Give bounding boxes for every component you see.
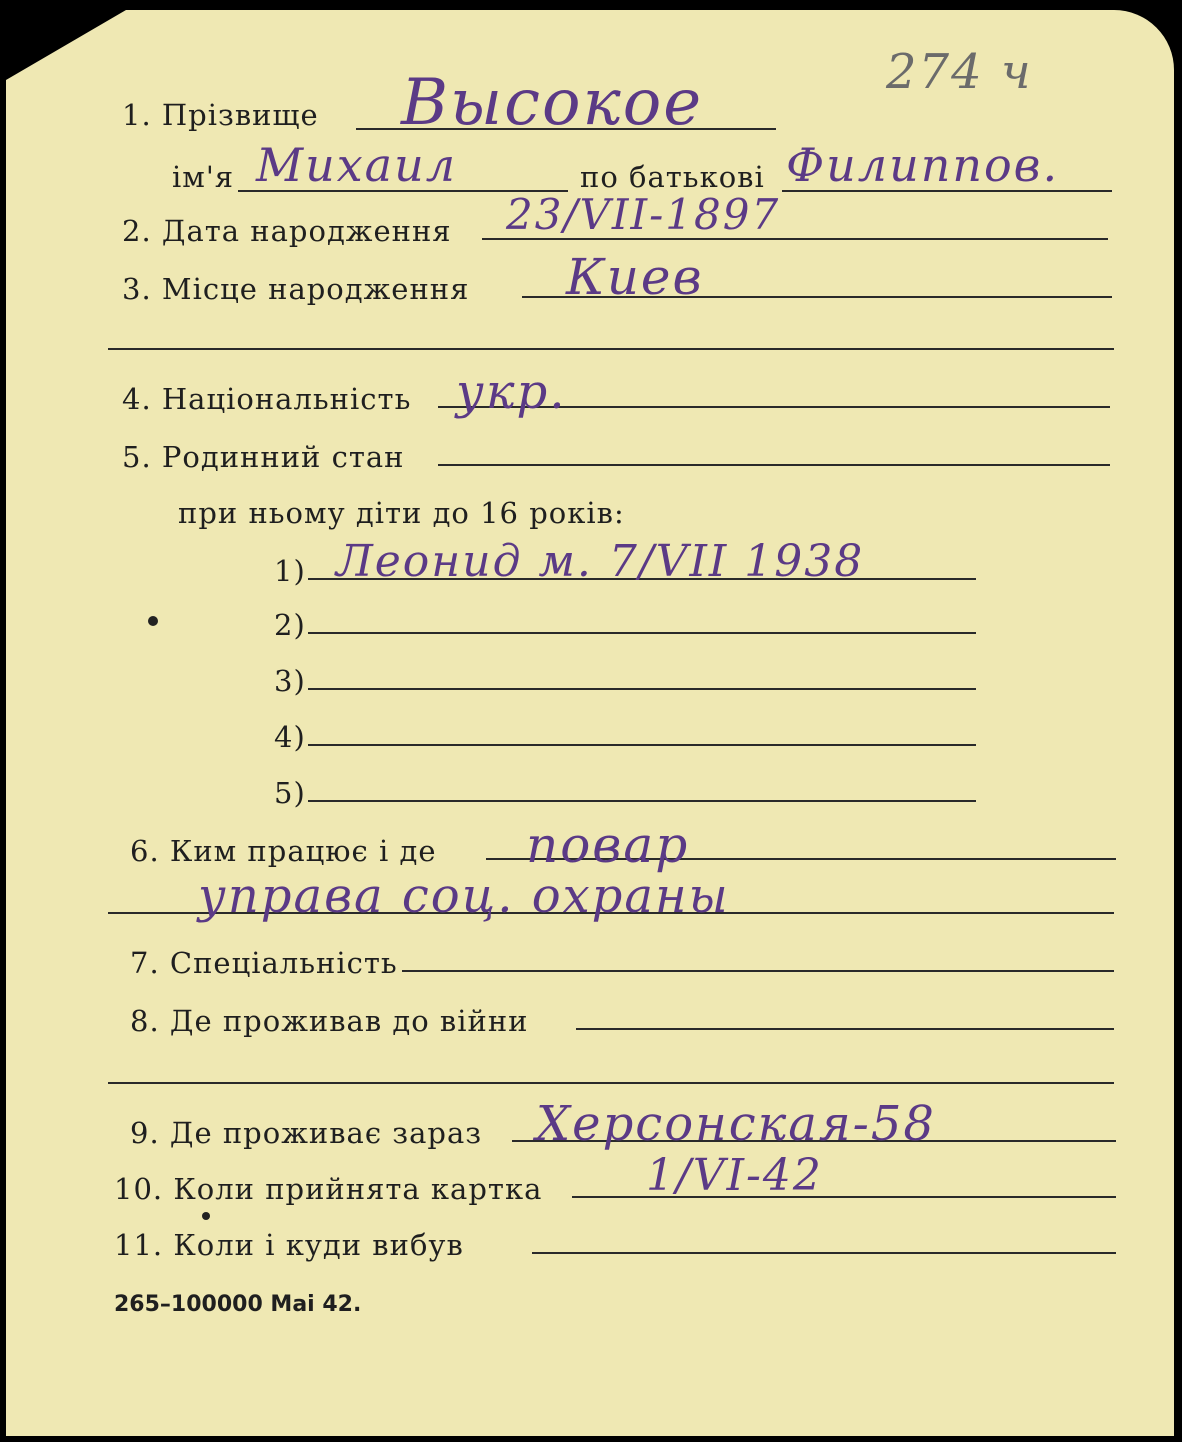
- child-4-line: [308, 744, 976, 746]
- nationality-handwritten: укр.: [456, 364, 567, 420]
- child-2-number: 2): [274, 608, 306, 642]
- field-patronymic-label: по батькові: [580, 160, 765, 194]
- family-status-line: [438, 464, 1110, 466]
- field-work-label: 6. Ким працює і де: [130, 834, 437, 868]
- corner-mark-handwritten: 274 ч: [886, 44, 1033, 100]
- patronymic-handwritten: Филиппов.: [786, 138, 1060, 192]
- child-1-number: 1): [274, 554, 306, 588]
- field-children-label: при ньому діти до 16 років:: [178, 496, 625, 530]
- name-handwritten: Михаил: [256, 138, 458, 192]
- child-1-handwritten: Леонид м. 7/VII 1938: [336, 536, 865, 587]
- birthplace-handwritten: Киев: [566, 248, 704, 306]
- child-3-line: [308, 688, 976, 690]
- departure-line: [532, 1252, 1116, 1254]
- field-prewar-residence-label: 8. Де проживав до війни: [130, 1004, 529, 1038]
- specialty-line: [402, 970, 1114, 972]
- child-4-number: 4): [274, 720, 306, 754]
- child-2-line: [308, 632, 976, 634]
- current-residence-handwritten: Херсонская-58: [536, 1096, 936, 1152]
- work-handwritten-1: повар: [526, 816, 690, 874]
- field-birthdate-label: 2. Дата народження: [122, 214, 452, 248]
- ink-blemish: [202, 1212, 210, 1220]
- child-5-number: 5): [274, 776, 306, 810]
- field-specialty-label: 7. Спеціальність: [130, 946, 398, 980]
- work-handwritten-2: управа соц. охраны: [198, 868, 730, 924]
- field-family-status-label: 5. Родинний стан: [122, 440, 405, 474]
- field-current-residence-label: 9. Де проживає зараз: [130, 1116, 483, 1150]
- field-card-date-label: 10. Коли прийнята картка: [114, 1172, 543, 1206]
- field-surname-label: 1. Прізвище: [122, 98, 319, 132]
- child-3-number: 3): [274, 664, 306, 698]
- registration-card: [6, 10, 1174, 1436]
- field-nationality-label: 4. Національність: [122, 382, 412, 416]
- child-5-line: [308, 800, 976, 802]
- field-birthplace-label: 3. Місце народження: [122, 272, 470, 306]
- prewar-residence-line: [576, 1028, 1114, 1030]
- card-date-handwritten: 1/VI-42: [646, 1150, 823, 1201]
- print-run-footer: 265–100000 Mai 42.: [114, 1292, 362, 1317]
- prewar-residence-line-2: [108, 1082, 1114, 1084]
- birthplace-line-2: [108, 348, 1114, 350]
- birthdate-handwritten: 23/VII-1897: [506, 190, 781, 239]
- ink-blemish: [148, 616, 158, 626]
- surname-handwritten: Высокое: [401, 66, 704, 140]
- field-departure-label: 11. Коли і куди вибув: [114, 1228, 464, 1262]
- field-name-label: ім'я: [172, 160, 235, 194]
